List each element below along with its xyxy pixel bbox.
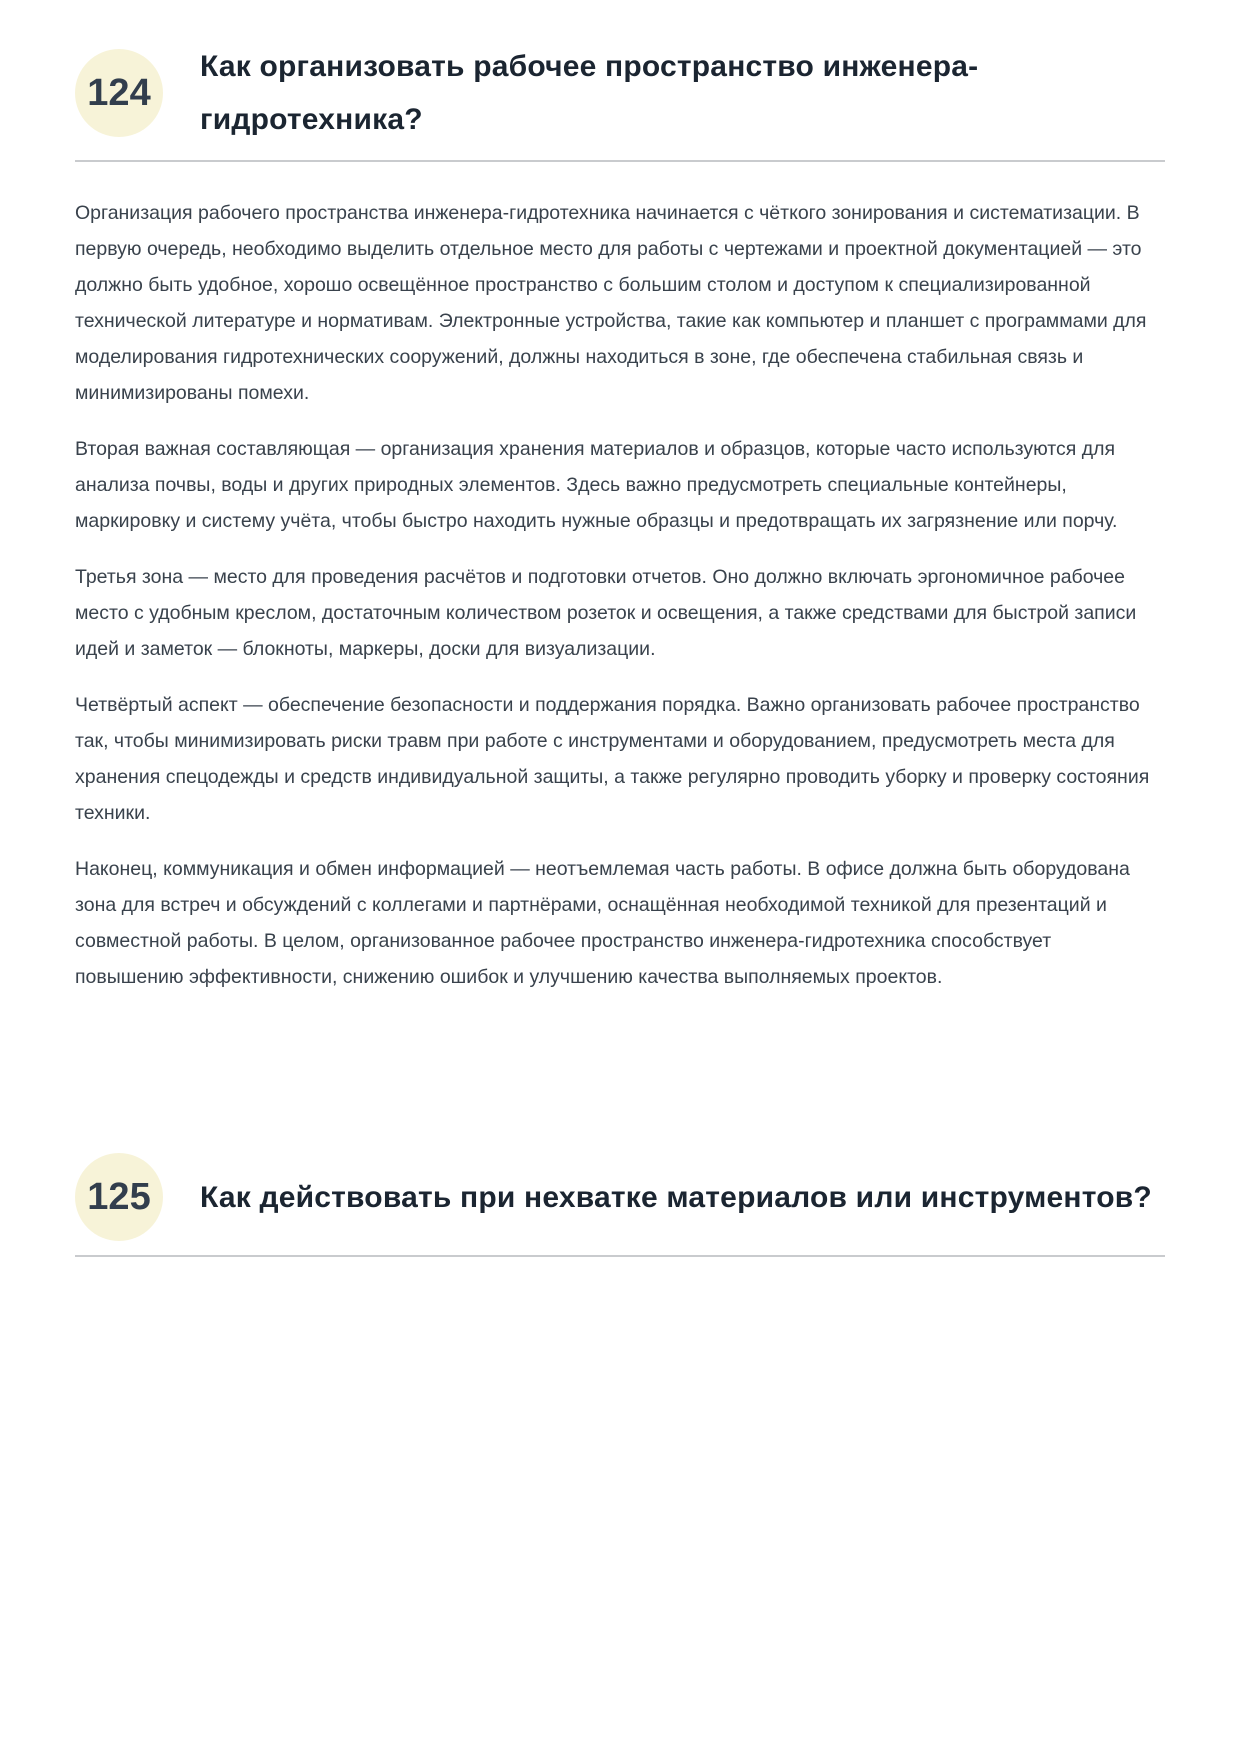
- paragraph-1: Организация рабочего пространства инженера-гидротехника начинается с чёткого зонирования и систематизации. В первую очередь, необходимо выделить отдельное место для работы с чертежами и проектной документацией — это должно быть удобное, хорошо освещённое пространство с большим столом и доступом к специализированной технической литературе и нормативам. Электронные устройства, такие как компьютер и планшет с программами для моделирования гидротехнических сооружений, должны находиться в зоне, где обеспечена стабильная связь и минимизированы помехи.: [75, 202, 1147, 404]
- section-header: [75, 1153, 1165, 1241]
- paragraph-3: Третья зона — место для проведения расчётов и подготовки отчетов. Оно должно включать эргономичное рабочее место с удобным креслом, достаточным количеством розеток и освещения, а также средствами для быстрой записи идей и заметок — блокноты, маркеры, доски для визуализации.: [75, 566, 1137, 660]
- section-divider: [75, 160, 1165, 162]
- section-divider: [75, 1255, 1165, 1257]
- qa-section-125: [75, 1153, 1165, 1257]
- question-title: Как организовать рабочее пространство инженера-гидротехника?: [200, 50, 979, 136]
- section-header: [75, 40, 1165, 146]
- question-number-badge: [75, 49, 163, 137]
- section-body: [75, 195, 1165, 995]
- question-number-badge: [75, 1153, 163, 1241]
- question-number: 124: [87, 71, 151, 114]
- qa-section-124: [75, 40, 1165, 995]
- paragraph-5: Наконец, коммуникация и обмен информацией — неотъемлемая часть работы. В офисе должна быть оборудована зона для встреч и обсуждений с коллегами и партнёрами, оснащённая необходимой техникой для презентаций и совместной работы. В целом, организованное рабочее пространство инженера-гидротехника способствует повышению эффективности, снижению ошибок и улучшению качества выполняемых проектов.: [75, 858, 1130, 988]
- paragraph-2: Вторая важная составляющая — организация хранения материалов и образцов, которые часто используются для анализа почвы, воды и других природных элементов. Здесь важно предусмотреть специальные контейнеры, маркировку и систему учёта, чтобы быстро находить нужные образцы и предотвращать их загрязнение или порчу.: [75, 438, 1118, 532]
- question-title: Как действовать при нехватке материалов или инструментов?: [200, 1180, 1152, 1214]
- paragraph-4: Четвёртый аспект — обеспечение безопасности и поддержания порядка. Важно организовать рабочее пространство так, чтобы минимизировать риски травм при работе с инструментами и оборудованием, предусмотреть места для хранения спецодежды и средств индивидуальной защиты, а также регулярно проводить уборку и проверку состояния техники.: [75, 694, 1150, 824]
- question-number: 125: [87, 1175, 151, 1218]
